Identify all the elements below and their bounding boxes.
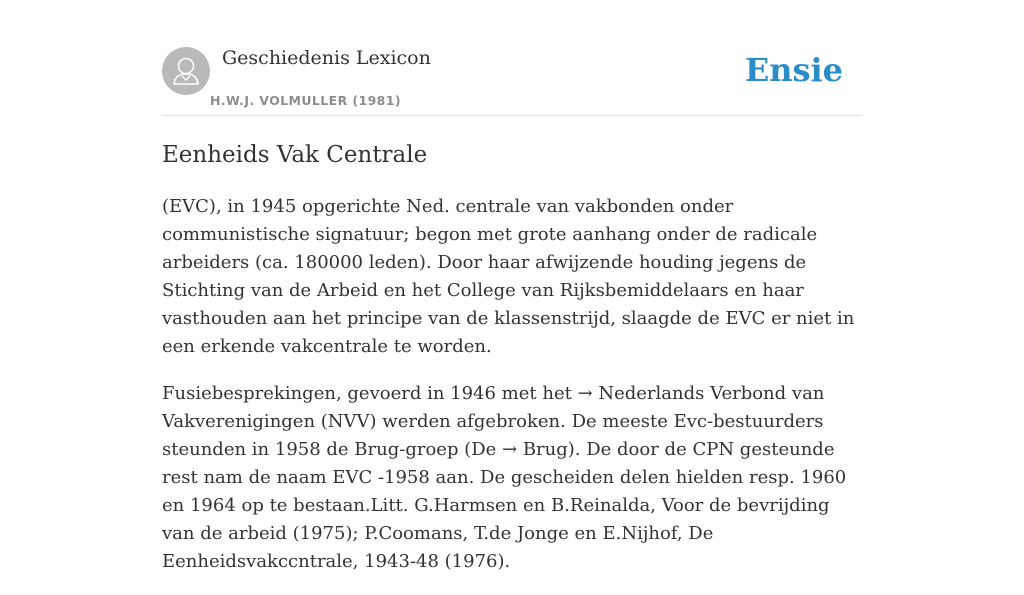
entry-paragraph: Fusiebesprekingen, gevoerd in 1946 met het → Nederlands Verbond van Vakverenigingen (NVV) werden afgebroken. De meeste Evc-bestuurders steunden in 1958 de Brug-groep (De → Brug). De door de CPN gesteunde rest nam de naam EVC -1958 aan. De gescheiden delen hielden resp. 1960 en 1964 op te bestaan.Litt. G.Harmsen en B.Reinalda, Voor de bevrijding van de arbeid (1975); P.Coomans, T.de Jonge en E.Nijhof, De Eenheidsvakccntrale, 1943-48 (1976).: [162, 383, 847, 572]
entry-body: [162, 193, 862, 576]
entry-paragraph: (EVC), in 1945 opgerichte Ned. centrale van vakbonden onder communistische signatuur; begon met grote aanhang onder de radicale arbeiders (ca. 180000 leden). Door haar afwijzende houding jegens de Stichting van de Arbeid en het College van Rijksbemiddelaars en haar vasthouden aan het principe van de klassenstrijd, slaagde de EVC er niet in een erkende vakcentrale te worden.: [162, 196, 855, 357]
user-placeholder-icon: [162, 47, 210, 95]
brand-logo[interactable]: Ensie: [744, 51, 843, 89]
source-title[interactable]: Geschiedenis Lexicon: [222, 47, 431, 69]
source-author[interactable]: H.W.J. VOLMULLER (1981): [210, 93, 401, 108]
entry-title: Eenheids Vak Centrale: [162, 142, 428, 168]
author-avatar[interactable]: [162, 47, 210, 95]
article-header: [162, 0, 862, 116]
article-container: [162, 0, 862, 595]
